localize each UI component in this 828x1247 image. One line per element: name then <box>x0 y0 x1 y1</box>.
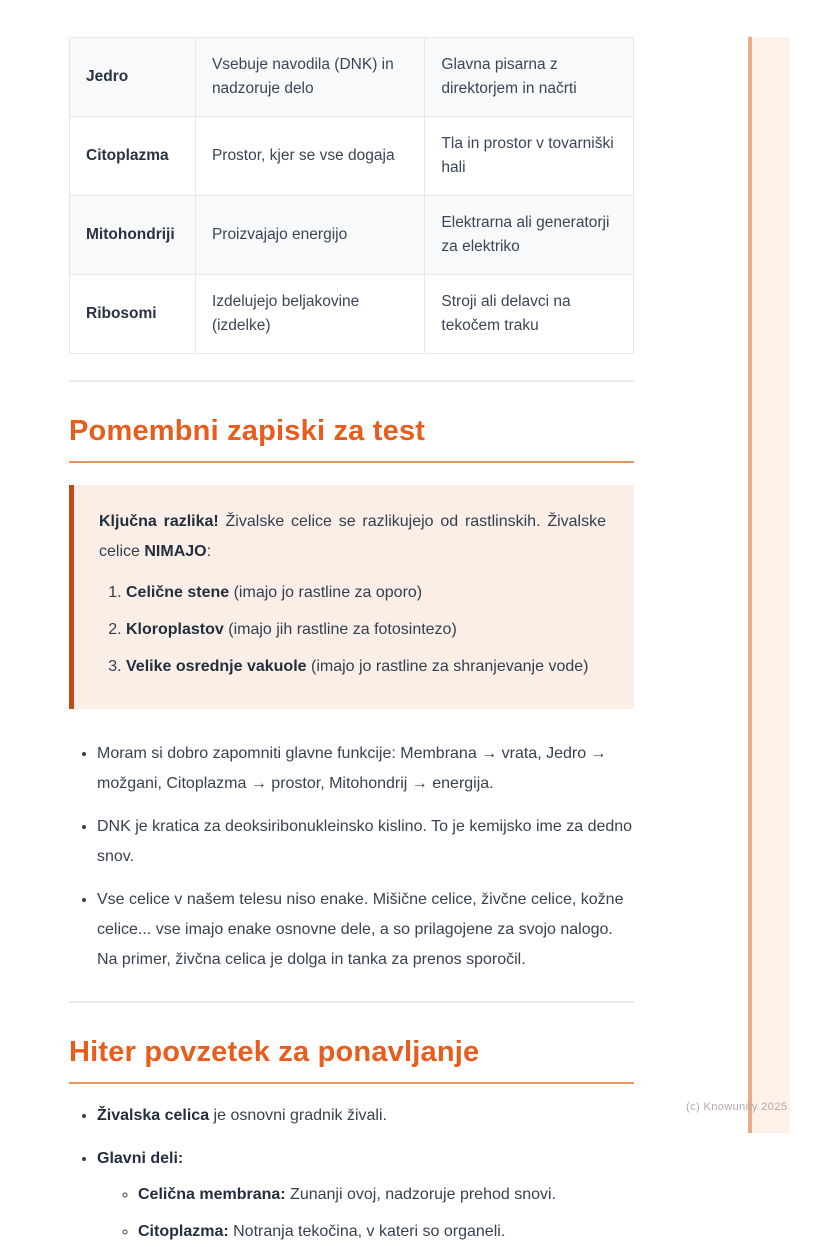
callout-numbered-list <box>99 578 606 681</box>
list-item-bold: Živalska celica <box>97 1107 210 1125</box>
table-cell-function: Izdelujejo beljakovine (izdelke) <box>195 275 424 354</box>
section-heading-test-notes: Pomembni zapiski za test <box>69 415 634 463</box>
callout-lead-bold: Ključna razlika! <box>99 513 219 531</box>
table-cell-term: Jedro <box>70 38 196 117</box>
callout-suffix: : <box>206 542 212 560</box>
table-cell-analogy: Tla in prostor v tovarniški hali <box>425 117 634 196</box>
list-item-bold: Kloroplastov <box>126 620 224 638</box>
table-row <box>70 275 634 354</box>
table-cell-analogy: Elektrarna ali generatorji za elektriko <box>425 196 634 275</box>
table-cell-function: Proizvajajo energijo <box>195 196 424 275</box>
page-content <box>69 37 634 1247</box>
copyright-watermark: (c) Knowunity 2025 <box>686 1101 788 1113</box>
organelles-table <box>69 37 634 354</box>
table-cell-analogy: Glavna pisarna z direktorjem in načrti <box>425 38 634 117</box>
list-item-bold: Velike osrednje vakuole <box>126 657 307 675</box>
list-item-bold: Glavni deli: <box>97 1149 184 1167</box>
table-cell-function: Vsebuje navodila (DNK) in nadzoruje delo <box>195 38 424 117</box>
section-divider <box>69 1001 634 1003</box>
callout-emphasis: NIMAJO <box>144 542 207 560</box>
table-cell-function: Prostor, kjer se vse dogaja <box>195 117 424 196</box>
list-item-text: Zunanji ovoj, nadzoruje prehod snovi. <box>285 1186 556 1204</box>
list-item <box>138 1180 634 1210</box>
table-row <box>70 38 634 117</box>
list-item-text: je osnovni gradnik živali. <box>209 1107 387 1125</box>
list-item-bold: Celične stene <box>126 584 230 602</box>
list-item <box>138 1217 634 1247</box>
list-item <box>126 652 606 682</box>
list-item-bold: Citoplazma: <box>138 1223 229 1241</box>
table-cell-term: Citoplazma <box>70 117 196 196</box>
summary-sub-list <box>97 1180 634 1246</box>
table-row <box>70 196 634 275</box>
list-item <box>97 1101 634 1131</box>
table-cell-term: Mitohondriji <box>70 196 196 275</box>
study-notes-list <box>69 739 634 974</box>
list-item <box>126 615 606 645</box>
list-item <box>126 578 606 608</box>
table-row <box>70 117 634 196</box>
list-item-bold: Celična membrana: <box>138 1186 286 1204</box>
list-item <box>97 1144 634 1247</box>
callout-paragraph <box>99 507 606 566</box>
section-divider <box>69 380 634 382</box>
key-difference-callout <box>69 485 634 709</box>
list-item-text: Notranja tekočina, v kateri so organeli. <box>228 1223 506 1241</box>
list-item-text: (imajo jo rastline za shranjevanje vode) <box>306 657 589 675</box>
section-heading-summary: Hiter povzetek za ponavljanje <box>69 1036 634 1084</box>
list-item: • Vse celice v našem telesu niso enake. Mišične celice, živčne celice, kožne celice... vse imajo enake osnovne dele, a so prilagojene za svojo nalogo. Na primer, živčna celica je dolga in tanka za prenos sporočil. <box>97 885 634 974</box>
list-item-text: (imajo jih rastline za fotosintezo) <box>223 620 457 638</box>
list-item-text: (imajo jo rastline za oporo) <box>229 584 423 602</box>
callout-lead-text: Živalske celice se razlikujejo od rastlinskih. Živalske celice <box>99 513 607 560</box>
decorative-stripe-band <box>752 37 790 1133</box>
table-cell-analogy: Stroji ali delavci na tekočem traku <box>425 275 634 354</box>
table-cell-term: Ribosomi <box>70 275 196 354</box>
summary-list <box>69 1101 634 1246</box>
list-item: • Moram si dobro zapomniti glavne funkcije: Membrana → vrata, Jedro → možgani, Citoplazma → prostor, Mitohondrij → energija. <box>97 739 634 798</box>
list-item: • DNK je kratica za deoksiribonukleinsko kislino. To je kemijsko ime za dedno snov. <box>97 812 634 871</box>
